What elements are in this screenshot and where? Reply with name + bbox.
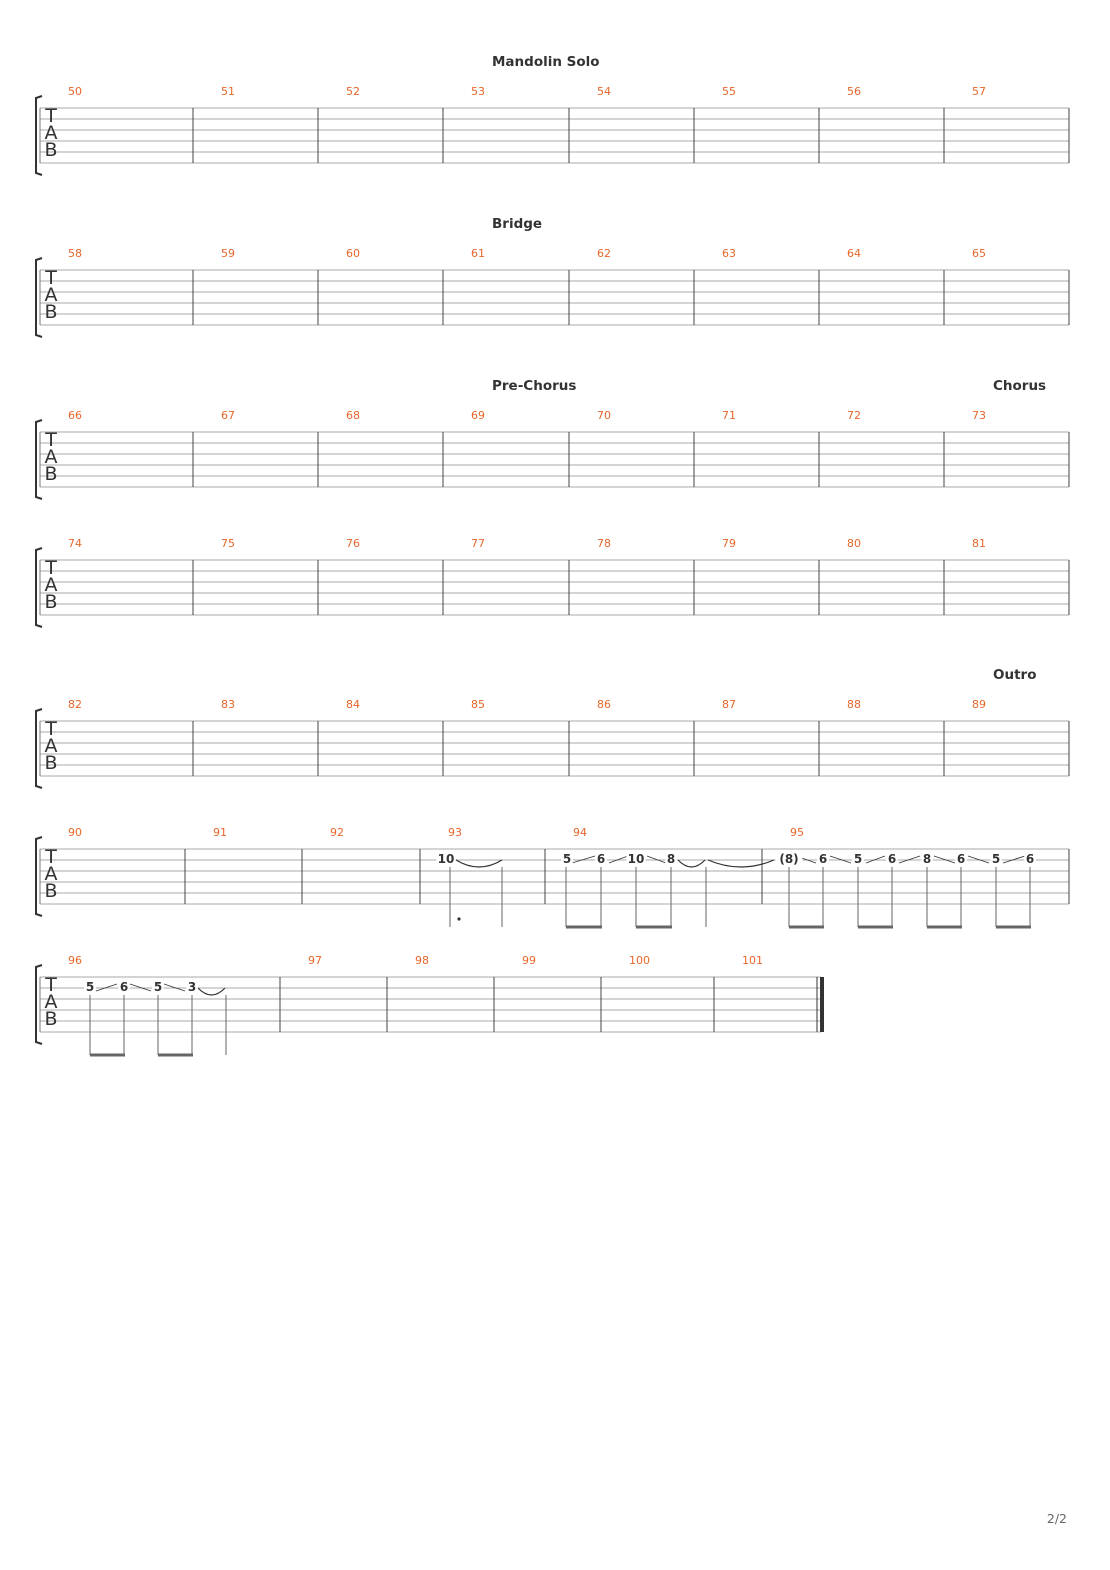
bar-number: 73 <box>972 409 986 422</box>
section-marker: Bridge <box>492 216 543 232</box>
note-beam <box>996 926 1031 929</box>
bar-number: 54 <box>597 85 611 98</box>
bar-number: 95 <box>790 826 804 839</box>
tab-clef-letter-t: T <box>45 429 57 451</box>
dot-augmentation <box>457 917 460 920</box>
bar-number: 55 <box>722 85 736 98</box>
bar-number: 101 <box>742 954 763 967</box>
bar-number: 71 <box>722 409 736 422</box>
section-marker: Outro <box>993 667 1037 683</box>
fret-number: 3 <box>187 980 197 994</box>
tab-system <box>36 378 1069 499</box>
note-beam <box>158 1054 193 1057</box>
bar-number: 99 <box>522 954 536 967</box>
bar-number: 91 <box>213 826 227 839</box>
bar-number: 79 <box>722 537 736 550</box>
tab-clef-letter-a: A <box>44 284 58 306</box>
page-number: 2/2 <box>1046 1511 1067 1526</box>
fret-number: 10 <box>627 852 645 866</box>
bar-number: 100 <box>629 954 650 967</box>
tab-clef-letter-t: T <box>45 846 57 868</box>
bar-number: 57 <box>972 85 986 98</box>
note-beam <box>636 926 672 929</box>
bar-number: 98 <box>415 954 429 967</box>
fret-number: 5 <box>991 852 1001 866</box>
bar-number: 53 <box>471 85 485 98</box>
bar-number: 81 <box>972 537 986 550</box>
bar-number: 74 <box>68 537 82 550</box>
tab-system <box>36 537 1069 627</box>
tab-clef-letter-a: A <box>44 991 58 1013</box>
tab-system <box>36 216 1069 337</box>
bar-number: 51 <box>221 85 235 98</box>
bar-number: 52 <box>346 85 360 98</box>
bar-number: 84 <box>346 698 360 711</box>
bar-number: 63 <box>722 247 736 260</box>
tab-clef-letter-a: A <box>44 735 58 757</box>
bar-number: 82 <box>68 698 82 711</box>
note-beam <box>566 926 602 929</box>
tab-clef-letter-b: B <box>44 591 58 613</box>
fret-number: 5 <box>853 852 863 866</box>
tab-clef-letter-b: B <box>44 139 58 161</box>
bar-number: 77 <box>471 537 485 550</box>
note-beam <box>90 1054 125 1057</box>
bar-number: 97 <box>308 954 322 967</box>
bar-number: 62 <box>597 247 611 260</box>
bar-number: 65 <box>972 247 986 260</box>
bar-96-notes <box>84 980 198 994</box>
tie-arc <box>198 988 225 995</box>
bar-number: 85 <box>471 698 485 711</box>
tab-system <box>36 667 1069 788</box>
fret-number: 6 <box>596 852 606 866</box>
bar-number: 92 <box>330 826 344 839</box>
tab-clef-letter-b: B <box>44 463 58 485</box>
bar-number: 89 <box>972 698 986 711</box>
fret-number: 6 <box>119 980 129 994</box>
bar-number: 64 <box>847 247 861 260</box>
tab-clef-letter-t: T <box>45 105 57 127</box>
tab-clef-letter-b: B <box>44 1008 58 1030</box>
bar-number: 83 <box>221 698 235 711</box>
bar-number: 88 <box>847 698 861 711</box>
fret-number: 6 <box>887 852 897 866</box>
fret-number: 10 <box>437 852 455 866</box>
bar-93-notes <box>436 852 455 866</box>
bar-number: 96 <box>68 954 82 967</box>
tab-clef-letter-a: A <box>44 122 58 144</box>
tab-clef-letter-t: T <box>45 267 57 289</box>
bar-number: 90 <box>68 826 82 839</box>
tab-clef-letter-t: T <box>45 974 57 996</box>
tie-arc <box>708 860 774 867</box>
bar-number: 59 <box>221 247 235 260</box>
fret-number: 6 <box>818 852 828 866</box>
bar-number: 61 <box>471 247 485 260</box>
section-marker: Mandolin Solo <box>492 54 600 70</box>
fret-number: (8) <box>779 852 799 866</box>
tab-clef-letter-t: T <box>45 718 57 740</box>
tab-clef-letter-a: A <box>44 446 58 468</box>
tab-clef-letter-b: B <box>44 752 58 774</box>
fret-number: 6 <box>1025 852 1035 866</box>
fret-number: 8 <box>922 852 932 866</box>
bar-95-notes <box>776 852 1036 866</box>
bar-number: 69 <box>471 409 485 422</box>
bar-number: 56 <box>847 85 861 98</box>
bar-number: 94 <box>573 826 587 839</box>
fret-number: 5 <box>85 980 95 994</box>
fret-number: 5 <box>153 980 163 994</box>
bar-number: 67 <box>221 409 235 422</box>
final-barline-thick <box>820 977 824 1032</box>
tab-clef-letter-b: B <box>44 880 58 902</box>
tab-clef-letter-a: A <box>44 863 58 885</box>
bar-number: 68 <box>346 409 360 422</box>
fret-number: 5 <box>562 852 572 866</box>
note-beam <box>858 926 893 929</box>
bar-number: 80 <box>847 537 861 550</box>
tab-clef-letter-a: A <box>44 574 58 596</box>
bar-number: 86 <box>597 698 611 711</box>
bar-number: 87 <box>722 698 736 711</box>
tie-arc <box>678 860 705 867</box>
section-marker: Chorus <box>993 378 1047 394</box>
section-marker: Pre-Chorus <box>492 378 577 394</box>
tab-system <box>36 54 1069 175</box>
bar-number: 70 <box>597 409 611 422</box>
note-beam <box>789 926 824 929</box>
bar-number: 78 <box>597 537 611 550</box>
tab-system <box>36 954 824 1044</box>
tab-clef-letter-b: B <box>44 301 58 323</box>
bar-number: 72 <box>847 409 861 422</box>
bar-number: 93 <box>448 826 462 839</box>
note-beam <box>927 926 962 929</box>
tab-clef-letter-t: T <box>45 557 57 579</box>
bar-number: 66 <box>68 409 82 422</box>
bar-number: 50 <box>68 85 82 98</box>
bar-number: 60 <box>346 247 360 260</box>
bar-number: 58 <box>68 247 82 260</box>
bar-number: 75 <box>221 537 235 550</box>
tie-arc <box>456 860 502 867</box>
fret-number: 6 <box>956 852 966 866</box>
tab-system <box>36 826 1069 916</box>
bar-number: 76 <box>346 537 360 550</box>
fret-number: 8 <box>666 852 676 866</box>
